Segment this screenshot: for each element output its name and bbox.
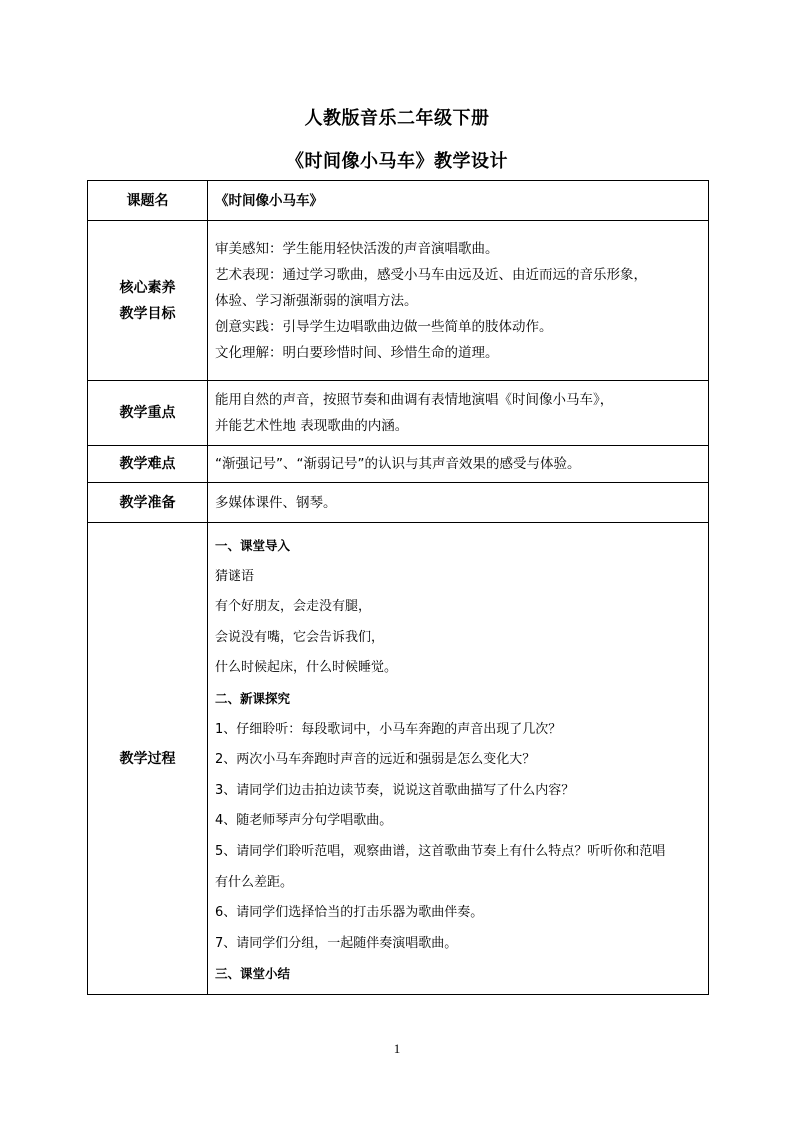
key-point-line: 能用自然的声音，按照节奏和曲调有表情地演唱《时间像小马车》，	[215, 392, 614, 408]
goal-expression: 艺术表现：通过学习歌曲，感受小马车由远及近、由近而远的音乐形象，	[215, 266, 647, 283]
page-number: 1	[393, 1041, 401, 1056]
goal-expression-cont: 体验、学习渐强渐弱的演唱方法。	[215, 292, 418, 309]
key-points-label: 教学重点	[88, 381, 208, 446]
topic-label: 课题名	[88, 181, 208, 221]
intro-line: 什么时候起床，什么时候睡觉。	[215, 660, 398, 676]
table-row-process	[88, 523, 709, 995]
table-row-preparation	[88, 483, 709, 523]
step-line: 4、随老师琴声分句学唱歌曲。	[215, 813, 393, 829]
goals-label	[88, 221, 208, 381]
table-row-difficulties	[88, 446, 709, 483]
step-line: 1、仔细聆听：每段歌词中，小马车奔跑的声音出现了几次？	[215, 721, 562, 737]
difficulties-label: 教学难点	[88, 446, 208, 483]
key-points-value	[208, 381, 709, 446]
goal-creative: 创意实践：引导学生边唱歌曲边做一些简单的肢体动作。	[215, 318, 553, 335]
process-value	[208, 523, 709, 995]
topic-value: 《时间像小马车》	[208, 181, 709, 221]
step-line: 2、两次小马车奔跑时声音的远近和强弱是怎么变化大？	[215, 752, 536, 768]
step-line: 3、请同学们边击拍边读节奏，说说这首歌曲描写了什么内容？	[215, 782, 575, 798]
section-heading-intro: 一、课堂导入	[215, 538, 291, 554]
step-line: 5、请同学们聆听范唱，观察曲谱，这首歌曲节奏上有什么特点？听听你和范唱	[215, 843, 666, 859]
step-line: 6、请同学们选择恰当的打击乐器为歌曲伴奏。	[215, 905, 484, 921]
table-row-topic	[88, 181, 709, 221]
table-row-key-points	[88, 381, 709, 446]
intro-line: 会说没有嘴，它会告诉我们，	[215, 629, 385, 645]
intro-line: 猜谜语	[215, 568, 255, 584]
goal-culture: 文化理解：明白要珍惜时间、珍惜生命的道理。	[215, 344, 499, 361]
preparation-label: 教学准备	[88, 483, 208, 523]
process-label: 教学过程	[88, 523, 208, 995]
lesson-plan-table	[87, 180, 709, 995]
goals-value	[208, 221, 709, 381]
table-row-goals	[88, 221, 709, 381]
section-heading-summary: 三、课堂小结	[215, 966, 291, 982]
goal-aesthetic: 审美感知：学生能用轻快活泼的声音演唱歌曲。	[215, 240, 499, 257]
goals-label-line1: 核心素养	[119, 279, 176, 296]
step-line: 7、请同学们分组，一起随伴奏演唱歌曲。	[215, 935, 458, 951]
key-point-line: 并能艺术性地 表现歌曲的内涵。	[215, 418, 409, 434]
intro-line: 有个好朋友，会走没有腿，	[215, 599, 372, 615]
step-line: 有什么差距。	[215, 874, 294, 890]
preparation-value: 多媒体课件、钢琴。	[208, 483, 709, 523]
document-title-line2: 《时间像小马车》教学设计	[286, 151, 508, 172]
goals-label-line2: 教学目标	[119, 305, 176, 322]
section-heading-explore: 二、新课探究	[215, 691, 291, 707]
document-title-line1: 人教版音乐二年级下册	[304, 108, 490, 129]
difficulties-value: “渐强记号”、“渐弱记号”的认识与其声音效果的感受与体验。	[208, 446, 709, 483]
